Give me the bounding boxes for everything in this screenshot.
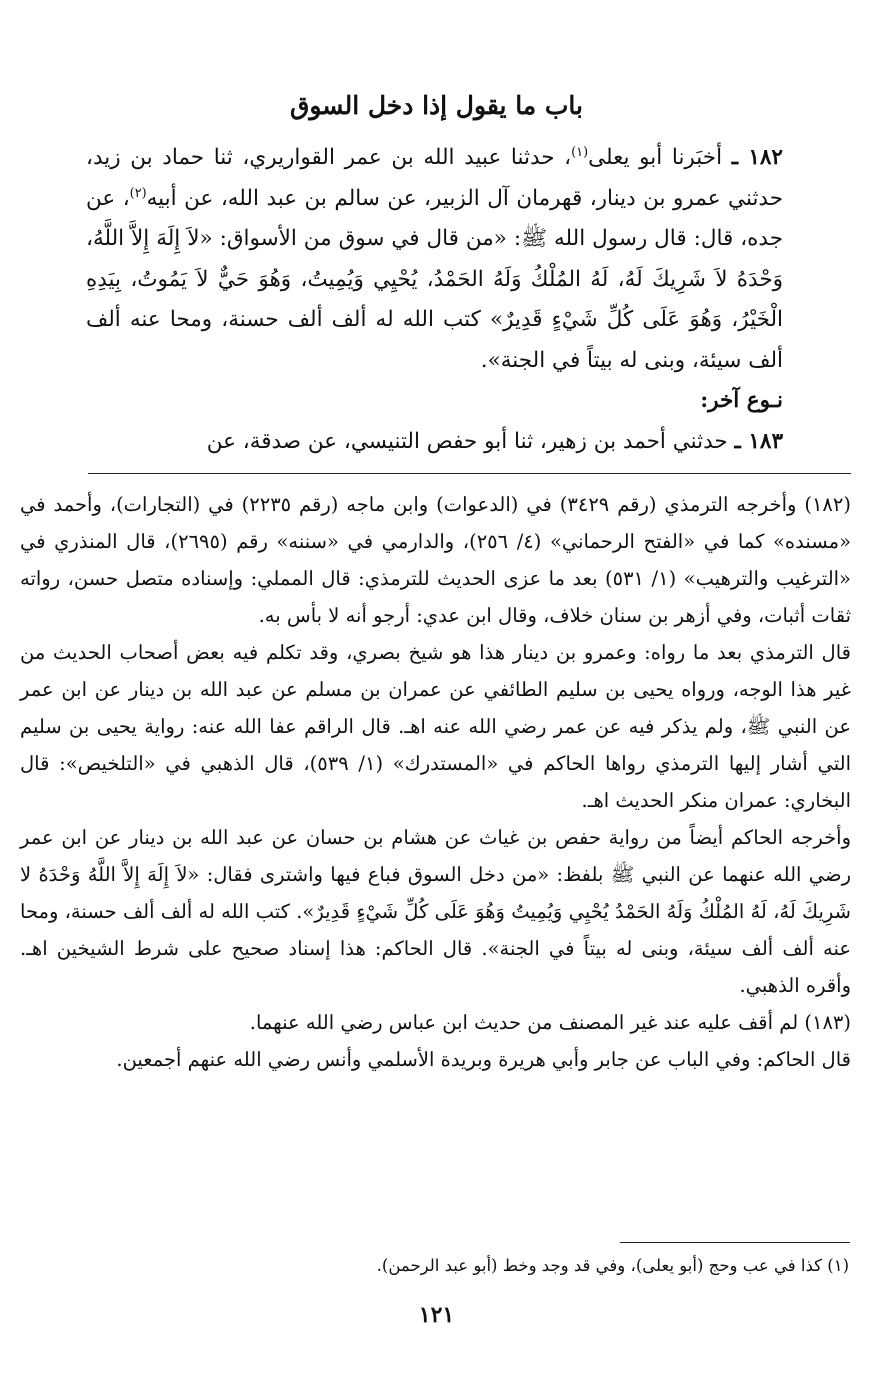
note-paragraph: قال الحاكم: وفي الباب عن جابر وأبي هريرة وبريدة الأسلمي وأنس رضي الله عنهم أجمعين. (116, 1048, 851, 1071)
chapter-title: باب ما يقول إذا دخل السوق (289, 91, 584, 120)
footnote: (١) كذا في عب وحج (أبو يعلى)، وفي قد وجد وخط (أبو عبد الرحمن). (376, 1256, 849, 1275)
main-text (86, 138, 783, 462)
note-paragraph: (١٨٢) وأخرجه الترمذي (رقم ٣٤٢٩) في (الدعوات) وابن ماجه (رقم ٢٢٣٥) في (التجارات)، وأحمد في «مسنده» كما في «الفتح الرحماني» (٤/ ٢٥٦)، والدارمي في «سننه» رقم (٢٦٩٥)، قال المنذري في «الترغيب والترهيب» (١/ ٥٣١) بعد ما عزى الحديث للترمذي: قال المملي: وإسناده متصل حسن، رواته ثقات أثبات، وفي أزهر بن سنان خلاف، وقال ابن عدي: أرجو أنه لا بأس به. (20, 493, 851, 627)
hadith-number: ١٨٢ ـ (731, 145, 783, 170)
notes-divider (88, 473, 851, 474)
note-paragraph: (١٨٣) لم أقف عليه عند غير المصنف من حديث ابن عباس رضي الله عنهما. (249, 1011, 851, 1034)
hadith-text: ، عن جده، قال: قال رسول الله ﷺ: «من قال في سوق من الأسواق: «لاَ إِلَهَ إِلاَّ اللَّهُ، وَحْدَهُ لاَ شَرِيكَ لَهُ، لَهُ المُلْكُ وَلَهُ الحَمْدُ، يُحْيِي وَيُمِيتُ، وَهُوَ حَيٌّ لاَ يَمُوتُ، بِيَدِهِ الْخَيْرُ، وَهُوَ عَلَى كُلِّ شَيْءٍ قَدِيرٌ» كتب الله له ألف ألف حسنة، ومحا عنه ألف ألف سيئة، وبنى له بيتاً في الجنة». (86, 185, 783, 373)
note-paragraph: قال الترمذي بعد ما رواه: وعمرو بن دينار هذا هو شيخ بصري، وقد تكلم فيه بعض أصحاب الحديث من غير هذا الوجه، ورواه يحيى بن سليم الطائفي عن عمران بن مسلم عن عبد الله بن دينار عن ابن عمر عن النبي ﷺ، ولم يذكر فيه عن عمر رضي الله عنه اهـ. قال الراقم عفا الله عنه: رواية يحيى بن سليم التي أشار إليها الترمذي رواها الحاكم في «المستدرك» (١/ ٥٣٩)، قال الذهبي في «التلخيص»: قال البخاري: عمران منكر الحديث اهـ. (20, 641, 851, 812)
hadith-text: أخبَرنا أبو يعلى (588, 145, 723, 170)
hadith-text: حدثني أحمد بن زهير، ثنا أبو حفص التنيسي، عن صدقة، عن (206, 428, 728, 454)
hadith-183 (86, 422, 783, 463)
note-paragraph: وأخرجه الحاكم أيضاً من رواية حفص بن غياث عن هشام بن حسان عن عبد الله بن دينار عن ابن عمر رضي الله عنهما عن النبي ﷺ بلفظ: «من دخل السوق فباع فيها واشترى فقال: «لاَ إِلَهَ إِلاَّ اللَّهُ وَحْدَهُ لا شَرِيكَ لَهُ، لَهُ المُلْكُ وَلَهُ الحَمْدُ يُحْيِي وَيُمِيتُ وَهُوَ عَلَى كُلِّ شَيْءٍ قَدِيرٌ». كتب الله له ألف ألف حسنة، ومحا عنه ألف ألف سيئة، وبنى له بيتاً في الجنة». قال الحاكم: هذا إسناد صحيح على شرط الشيخين اهـ. وأقره الذهبي. (20, 826, 851, 997)
hadith-text: ، حدثنا عبيد الله بن عمر القواريري، ثنا حماد بن زيد، حدثني عمرو بن دينار، قهرمان آل الزبير، عن سالم بن عبد الله، عن أبيه (86, 145, 783, 211)
commentary-notes (20, 486, 851, 1078)
footnote-divider (620, 1242, 850, 1243)
section-heading: نـوع آخر: (700, 388, 783, 413)
hadith-number: ١٨٣ ـ (734, 428, 783, 454)
page-number: ١٢١ (418, 1302, 455, 1328)
hadith-182 (86, 138, 783, 381)
footnote-ref: (١) (571, 144, 589, 160)
footnote-ref: (٢) (129, 185, 147, 201)
